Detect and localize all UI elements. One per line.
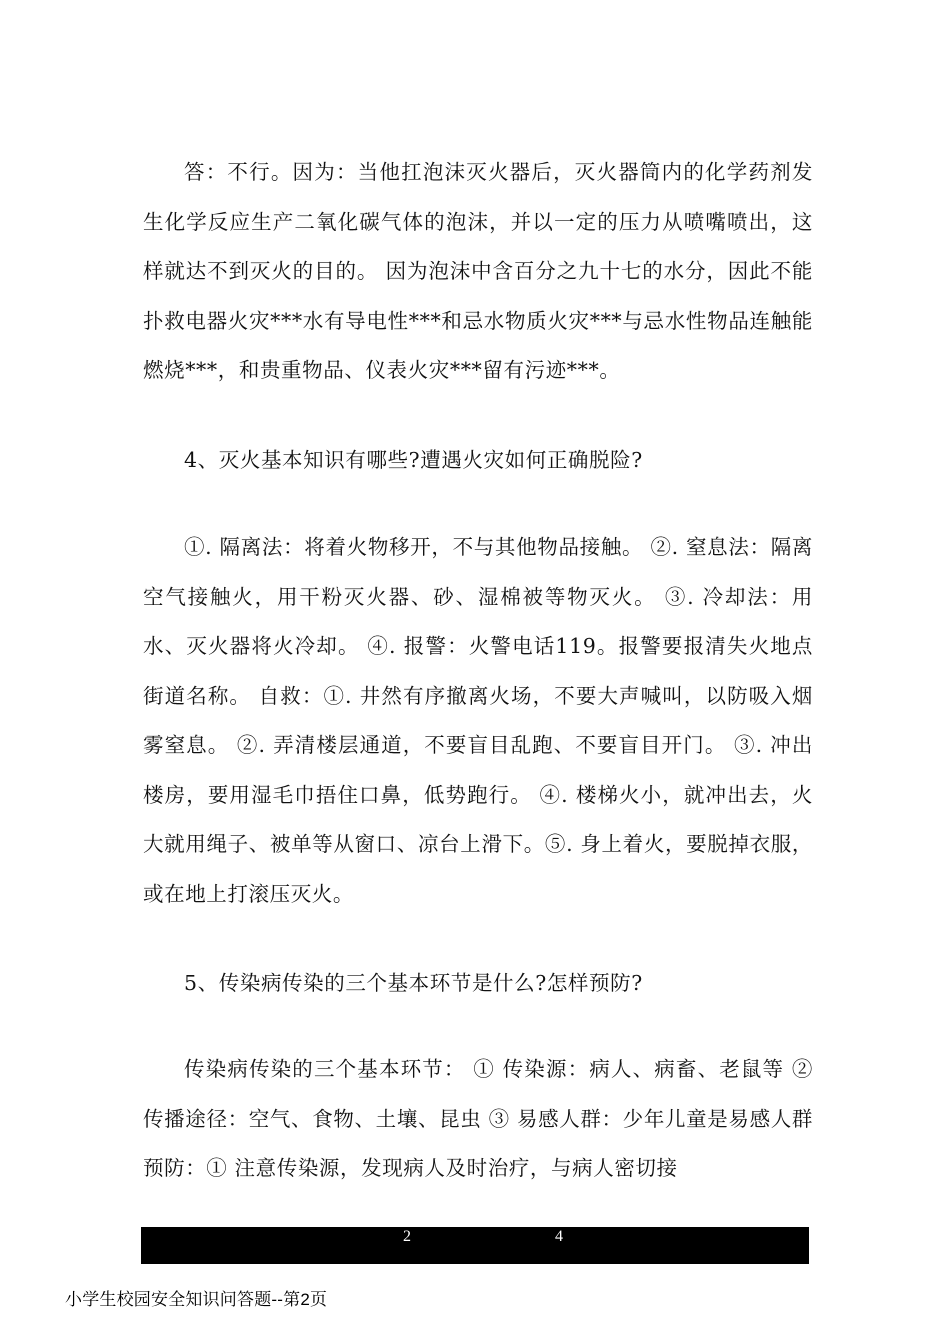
page-footer-bar	[141, 1227, 809, 1264]
page-caption: 小学生校园安全知识问答题--第2页	[65, 1290, 328, 1309]
answer-4-paragraph: ①. 隔离法：将着火物移开，不与其他物品接触。 ②. 窒息法：隔离空气接触火，用干粉灭火器、砂、湿棉被等物灭火。 ③. 冷却法：用水、灭火器将火冷却。 ④. 报警：火警电话119。报警要报清失火地点街道名称。 自救：①. 井然有序撤离火场，不要大声喊叫，以防吸入烟雾窒息。 ②. 弄清楼层通道，不要盲目乱跑、不要盲目开门。 ③. 冲出楼房，要用湿毛巾捂住口鼻，低势跑行。 ④. 楼梯火小，就冲出去，火大就用绳子、被单等从窗口、凉台上滑下。⑤. 身上着火，要脱掉衣服，或在地上打滚压灭火。	[143, 535, 813, 906]
question-4-heading: 4、灭火基本知识有哪些?遭遇火灾如何正确脱险?	[184, 448, 643, 472]
footer-right-number: 4	[555, 1228, 563, 1245]
answer-5-paragraph: 传染病传染的三个基本环节： ① 传染源：病人、病畜、老鼠等 ② 传播途径：空气、食物、土壤、昆虫 ③ 易感人群：少年儿童是易感人群 预防：① 注意传染源，发现病人及时治疗，与病人密切接	[143, 1057, 813, 1180]
footer-left-number: 2	[403, 1228, 411, 1245]
question-5-heading: 5、传染病传染的三个基本环节是什么?怎样预防?	[184, 971, 643, 995]
answer-3-paragraph: 答：不行。因为：当他扛泡沫灭火器后，灭火器筒内的化学药剂发生化学反应生产二氧化碳气体的泡沫，并以一定的压力从喷嘴喷出，这样就达不到灭火的目的。 因为泡沫中含百分之九十七的水分，因此不能扑救电器火灾***水有导电性***和忌水物质火灾***与忌水性物品连触能燃烧***，和贵重物品、仪表火灾***留有污迹***。	[143, 160, 813, 382]
